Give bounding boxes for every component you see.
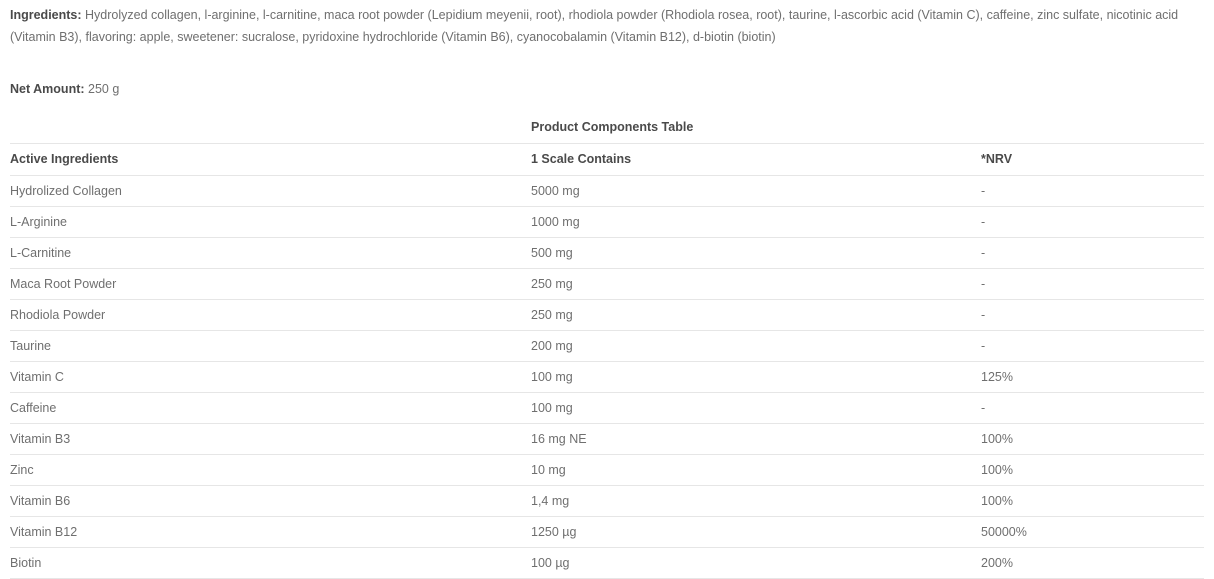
cell-ingredient: Vitamin B3 [10,423,531,454]
cell-nrv: - [981,330,1204,361]
net-amount-label: Net Amount: [10,81,85,96]
cell-ingredient: L-Arginine [10,206,531,237]
cell-ingredient: Biotin [10,547,531,578]
cell-nrv: - [981,299,1204,330]
cell-amount: 100 mg [531,392,981,423]
cell-nrv: - [981,175,1204,206]
table-row [10,423,1204,454]
cell-nrv: 100% [981,454,1204,485]
cell-nrv: - [981,206,1204,237]
cell-ingredient: Hydrolized Collagen [10,175,531,206]
cell-amount: 1,4 mg [531,485,981,516]
cell-ingredient: Caffeine [10,392,531,423]
table-body [10,175,1204,578]
table-caption-spacer-right [981,113,1204,144]
column-header-scale-contains: 1 Scale Contains [531,143,981,175]
cell-ingredient: L-Carnitine [10,237,531,268]
cell-amount: 1250 µg [531,516,981,547]
cell-ingredient: Taurine [10,330,531,361]
product-components-table [10,113,1204,579]
table-row [10,547,1204,578]
table-row [10,330,1204,361]
cell-ingredient: Vitamin B6 [10,485,531,516]
cell-ingredient: Zinc [10,454,531,485]
column-header-active-ingredients: Active Ingredients [10,143,531,175]
cell-amount: 100 µg [531,547,981,578]
table-row [10,485,1204,516]
cell-amount: 1000 mg [531,206,981,237]
table-caption-spacer [10,113,531,144]
table-row [10,175,1204,206]
table-row [10,299,1204,330]
cell-nrv: 100% [981,423,1204,454]
cell-amount: 5000 mg [531,175,981,206]
table-row [10,268,1204,299]
cell-amount: 250 mg [531,299,981,330]
ingredients-section [10,0,1204,49]
cell-ingredient: Maca Root Powder [10,268,531,299]
ingredients-text: Hydrolyzed collagen, l-arginine, l-carnitine, maca root powder (Lepidium meyenii, root), rhodiola powder (Rhodiola rosea, root), taurine, l-ascorbic acid (Vitamin C), caffeine, zinc sulfate, nicotinic acid (Vitamin B3), flavoring: apple, sweetener: sucralose, pyridoxine hydrochloride (Vitamin B6), cyanocobalamin (Vitamin B12), d-biotin (biotin) [10,8,1179,44]
cell-nrv: - [981,268,1204,299]
cell-amount: 10 mg [531,454,981,485]
cell-nrv: 125% [981,361,1204,392]
table-caption: Product Components Table [531,113,981,144]
cell-ingredient: Rhodiola Powder [10,299,531,330]
column-header-nrv: *NRV [981,143,1204,175]
table-row [10,454,1204,485]
table-header-row [10,143,1204,175]
cell-nrv: - [981,392,1204,423]
cell-amount: 16 mg NE [531,423,981,454]
cell-nrv: 100% [981,485,1204,516]
table-row [10,361,1204,392]
cell-ingredient: Vitamin C [10,361,531,392]
cell-amount: 200 mg [531,330,981,361]
table-row [10,516,1204,547]
cell-amount: 100 mg [531,361,981,392]
table-row [10,237,1204,268]
table-row [10,392,1204,423]
cell-amount: 250 mg [531,268,981,299]
cell-nrv: 50000% [981,516,1204,547]
cell-nrv: - [981,237,1204,268]
ingredients-label: Ingredients: [10,8,82,22]
cell-ingredient: Vitamin B12 [10,516,531,547]
cell-amount: 500 mg [531,237,981,268]
net-amount-value: 250 g [88,81,120,96]
table-caption-row [10,113,1204,144]
net-amount-section [10,79,1204,99]
table-row [10,206,1204,237]
cell-nrv: 200% [981,547,1204,578]
